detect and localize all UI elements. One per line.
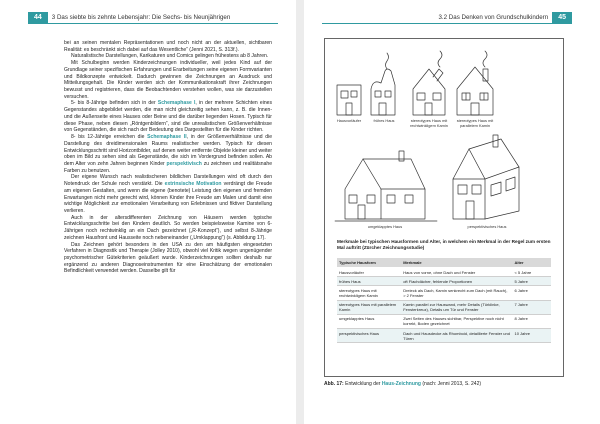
paragraph-text: Naturalistische Darstellungen, Karikaturen und Comics gelingen frühestens ab 8 Jahren. xyxy=(71,53,269,60)
left-body-text xyxy=(64,40,272,275)
cell-features: Dreieck als Dach, Kamin senkrecht zum Dach (mit Rauch), > 2 Fenster xyxy=(401,286,512,300)
paragraph-text: Mit Schulbeginn werden Kinderzeichnungen individueller, weil jedes Kind auf der Grundlage seiner spezifischen Erfahrungen und Erarbeitungen seine eigenen Formvarianten und Bildkonzepte entwickelt. Dadurch gewinnen die Zeichnungen an Ausdruck und Mitteilungsgehalt. Die Kinder werden sich der Kommunikationskraft ihrer Zeichnungen bewusst und registrieren, dass die Beobachtenden verstehen wollen, was sie darzustellen versuchen. xyxy=(64,60,272,100)
paragraph-text: verdrängt die Freude am eigenen Gestalten, und wenn die eigene (benotete) Leistung den eigenen und fremden Erwartungen nicht mehr gerecht wird, können Kinder ihre Freude am Malen und damit eine wichtige Möglichkeit zur emotionalen Verarbeitung von Erlebnissen und fiktiver Darstellung verlieren. xyxy=(64,181,272,214)
drawing-folded-house xyxy=(335,151,437,221)
table-title: Merkmale bei typischen Hausformen und Alter, in welchem ein Merkmal in der Regel zum ersten Mal auftritt (Zürcher Zeichnungsstudie) xyxy=(337,239,551,250)
drawing-house-precursor xyxy=(337,85,361,115)
keyword-highlight: Schemaphase II xyxy=(147,134,187,141)
caption-keyword: Haus-Zeichnung xyxy=(381,381,421,387)
th-age: Alter xyxy=(512,258,551,268)
cell-house-form: stereotypes Haus mit rechtwinkligem Kamin xyxy=(337,286,401,300)
keyword-highlight: extrinsische Motivation xyxy=(164,181,222,188)
cell-age: 8 Jahre xyxy=(512,314,551,328)
left-running-header xyxy=(28,12,278,24)
paragraph-text: Auch in der altersdifferenten Zeichnung von Häusern werden typische Entwicklungsschritte bei den Kindern deutlich. So werden beispielsweise Kamine von 6-Jährigen noch rechtwinklig an ein Dach gezeichnet („R-Konzept“), und selbst 8-Jährige zeichnen Hausfront und Hausseite noch nebeneinander („Umklappung“) (s. Abbildung 17). xyxy=(64,214,272,241)
house-drawings-illustration xyxy=(325,39,563,239)
left-page-number: 44 xyxy=(28,12,48,24)
body-paragraph xyxy=(64,100,272,134)
table-row xyxy=(337,300,551,314)
body-paragraph xyxy=(64,53,272,60)
drawing-early-house xyxy=(371,53,395,115)
drawing-perspective-house xyxy=(453,135,519,219)
cell-features: oft Flachdächer, fehlende Proportionen xyxy=(401,277,512,286)
label-early-house: frühes Haus xyxy=(373,118,395,123)
label-house-parallel-chimney: stereotypes Haus mit parallelem Kamin xyxy=(456,118,494,128)
cell-features: Zwei Seiten des Hauses sichtbar, Perspektive noch nicht korrekt, Boden gezeichnet xyxy=(401,314,512,328)
body-paragraph xyxy=(64,242,272,276)
figure-house-drawings xyxy=(324,38,564,377)
cell-house-form: umgeklapptes Haus xyxy=(337,314,401,328)
drawing-house-parallel-chimney xyxy=(457,51,493,115)
paragraph-text: 8- bis 12-Jährige erreichen die xyxy=(71,134,148,141)
keyword-highlight: perspektivisch xyxy=(166,160,202,167)
keyword-highlight: Schemaphase I xyxy=(157,100,196,107)
right-page xyxy=(304,0,600,424)
th-features: Merkmale xyxy=(401,258,512,268)
left-header-title: 3 Das siebte bis zehnte Lebensjahr: Die Sechs- bis Neunjährigen xyxy=(48,12,278,24)
paragraph-text: 5- bis 8-Jährige befinden sich in der xyxy=(71,100,158,107)
cell-age: 5 Jahre xyxy=(512,277,551,286)
caption-pre: Entwicklung der xyxy=(343,381,382,387)
cell-age: 7 Jahre xyxy=(512,300,551,314)
cell-house-form: perspektivisches Haus xyxy=(337,328,401,342)
right-header-title: 3.2 Das Denken von Grundschulkindern xyxy=(322,12,552,24)
body-paragraph xyxy=(64,40,272,53)
table-row xyxy=(337,268,551,277)
book-gutter xyxy=(296,0,304,424)
caption-post: (nach: Jenni 2013, S. 242) xyxy=(420,381,482,387)
cell-age: 6 Jahre xyxy=(512,286,551,300)
table-header-row xyxy=(337,258,551,268)
cell-features: Haus von vorne, ohne Dach und Fenster xyxy=(401,268,512,277)
cell-house-form: frühes Haus xyxy=(337,277,401,286)
body-paragraph xyxy=(64,134,272,174)
label-perspective-house: perspektivisches Haus xyxy=(467,224,507,229)
body-paragraph xyxy=(64,174,272,214)
label-folded-house: umgeklapptes Haus xyxy=(367,224,403,229)
table-row xyxy=(337,328,551,342)
cell-house-form: stereotypes Haus mit parallelem Kamin xyxy=(337,300,401,314)
table-row xyxy=(337,286,551,300)
cell-house-form: Hausvorläufer xyxy=(337,268,401,277)
drawing-house-perpendicular-chimney xyxy=(413,51,445,115)
paragraph-text: zu zeichnen und realitätsnahe Farben zu benutzen. xyxy=(64,160,272,174)
right-running-header xyxy=(322,12,572,24)
th-house-form: Typische Hausform xyxy=(337,258,401,268)
body-paragraph xyxy=(64,215,272,242)
cell-features: Kamin parallel zur Hauswand, mehr Details (Türklinke, Fensterkreuz), Details um Tür und Fenster xyxy=(401,300,512,314)
figure-caption xyxy=(324,381,481,387)
right-page-number: 45 xyxy=(552,12,572,24)
house-features-table xyxy=(337,258,551,343)
cell-age: < 5 Jahre xyxy=(512,268,551,277)
paragraph-text: , in der mehrere Schichten eines Gegenstandes abgebildet werden, die man nicht gleichzeitig sehen kann, z. B. die Innen- und die Außenseite eines Hauses oder Beine und die darüber liegenden Hosen. Typisch für diese Phase, neben diesen „Röntgenbildern“, sind die unrealistischen Größenverhältnisse von Gegenständen, die sich nach der Bedeutung des Dargestellten für die Kinder richten. xyxy=(64,100,272,134)
body-paragraph xyxy=(64,60,272,100)
table-row xyxy=(337,314,551,328)
paragraph-text: Das Zeichnen gehört besonders in den USA zu den am häufigsten eingesetzten Verfahren in Diagnostik und Therapie (Jolley 2010), obwohl viel Kritik wegen ungenügender psychometrischer Gütekriterien geäußert wurde. Kinderzeichnungen sollten deshalb nur ergänzend zu anderen Diagnoseinstrumenten für eine Einschätzung der emotionalen Befindlichkeit verwendet werden. Dasselbe gilt für xyxy=(64,241,272,275)
cell-age: 10 Jahre xyxy=(512,328,551,342)
table-row xyxy=(337,277,551,286)
cell-features: Dach und Hausdecke als Rhomboid, detaillierte Fenster und Türen xyxy=(401,328,512,342)
paragraph-text: bei an seinen mentalen Repräsentationen und noch nicht an der aktuellen, sichtbaren Realität: es beschränkt sich dabei auf das Wesentliche“ (Jenni 2021, S. 313f.). xyxy=(64,40,272,53)
paragraph-text: , in der Größenverhältnisse und die Darstellung des dreidimensionalen Raums realistischer werden. Typisch für diesen Entwicklungsschritt sind Horizontbilder, auf denen weiter entfernte Objekte kleiner und weiter oben im Bild zu sehen sind als Gegenstände, die sich im Vordergrund befinden sollen. Ab dem Alter von zehn Jahren beginnen Kinder xyxy=(64,134,272,167)
label-house-precursor: Hausvorläufer xyxy=(336,118,362,123)
caption-label: Abb. 17: xyxy=(324,381,344,387)
left-page xyxy=(0,0,296,424)
label-house-perpendicular-chimney: stereotypes Haus mit rechtwinkligem Kamin xyxy=(410,118,448,128)
paragraph-text: Der eigene Wunsch nach realistischeren bildlichen Darstellungen wird oft durch den Notendruck der Schule noch verstärkt. Die xyxy=(64,174,272,188)
